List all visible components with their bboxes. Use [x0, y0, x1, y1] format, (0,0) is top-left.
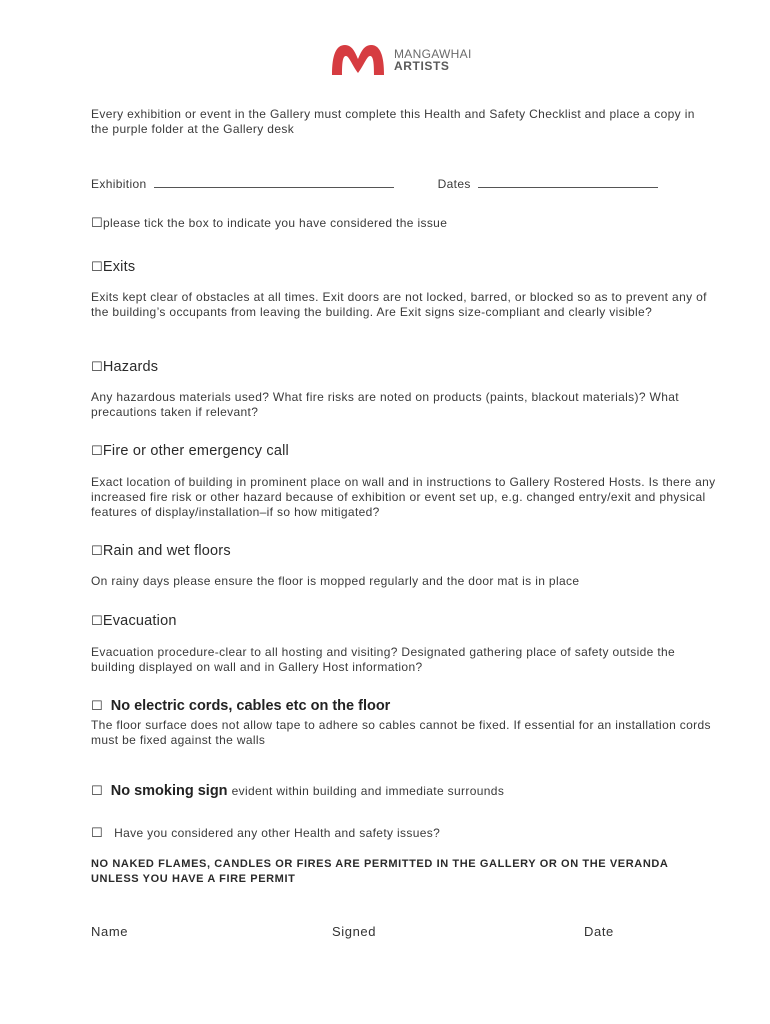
logo-name-line1: MANGAWHAI — [394, 47, 472, 61]
smoking-text: evident within building and immediate surrounds — [231, 784, 505, 798]
name-label: Name — [91, 924, 129, 939]
tick-instruction — [91, 216, 716, 231]
section-cords-text: The floor surface does not allow tape to adhere so cables cannot be fixed. If essential for an installation cords must be fixed against the walls — [91, 718, 711, 747]
fire-checkbox[interactable]: ☐ — [91, 444, 103, 459]
other-issues — [91, 826, 716, 841]
section-rain-text: On rainy days please ensure the floor is mopped regularly and the door mat is in place — [91, 574, 580, 588]
logo-name-line2: ARTISTS — [394, 59, 450, 73]
signed-label: Signed — [332, 924, 377, 939]
section-evacuation-heading: ☐Evacuation — [91, 613, 177, 629]
section-evacuation-text: Evacuation procedure-clear to all hosting and visiting? Designated gathering place of safety outside the building displayed on wall and in Gallery Host information? — [91, 645, 676, 674]
header-fields — [91, 177, 716, 192]
cords-checkbox[interactable]: ☐ — [91, 699, 103, 714]
dates-field[interactable] — [478, 177, 658, 188]
checkbox-icon: ☐ — [91, 216, 104, 231]
smoking-heading: No smoking sign — [110, 783, 228, 799]
section-hazards-text: Any hazardous materials used? What fire risks are noted on products (paints, blackout materials)? What precautions taken if relevant? — [91, 390, 679, 419]
section-hazards-heading: ☐Hazards — [91, 359, 159, 375]
section-smoking — [91, 782, 716, 801]
logo-m-mark-icon — [330, 43, 386, 77]
tick-instruction-text: please tick the box to indicate you have considered the issue — [103, 216, 448, 230]
date-label: Date — [584, 924, 614, 939]
exhibition-field[interactable] — [154, 177, 394, 188]
dates-label: Dates — [437, 177, 471, 191]
section-fire-heading: ☐Fire or other emergency call — [91, 443, 289, 459]
other-issues-checkbox[interactable]: ☐ — [91, 826, 104, 841]
exhibition-label: Exhibition — [91, 177, 147, 191]
evacuation-checkbox[interactable]: ☐ — [91, 614, 103, 629]
hazards-checkbox[interactable]: ☐ — [91, 360, 103, 375]
section-rain-heading: ☐Rain and wet floors — [91, 543, 231, 559]
other-issues-text: Have you considered any other Health and safety issues? — [114, 826, 441, 840]
mangawhai-artists-logo — [330, 42, 472, 78]
intro-text: Every exhibition or event in the Gallery must complete this Health and Safety Checklist and place a copy in the purple folder at the Gallery desk — [91, 107, 695, 136]
fire-permit-warning: NO NAKED FLAMES, CANDLES OR FIRES ARE PERMITTED IN THE GALLERY OR ON THE VERANDA UNLESS YOU HAVE A FIRE PERMIT — [91, 858, 669, 885]
exits-checkbox[interactable]: ☐ — [91, 260, 103, 275]
section-exits-heading: ☐Exits — [91, 259, 136, 275]
rain-checkbox[interactable]: ☐ — [91, 544, 103, 559]
section-exits-text: Exits kept clear of obstacles at all times. Exit doors are not locked, barred, or blocked so as to prevent any of the building’s occupants from leaving the building. Are Exit signs size-compliant and clearly visible? — [91, 290, 707, 319]
smoking-checkbox[interactable]: ☐ — [91, 784, 103, 799]
section-fire-text: Exact location of building in prominent place on wall and in instructions to Gallery Rostered Hosts. Is there any increased fire risk or other hazard because of exhibition or event set up, e.g. changed entry/exit and physical features of display/installation–if so how mitigated? — [91, 475, 716, 519]
section-cords-heading: ☐ No electric cords, cables etc on the floor — [91, 698, 391, 714]
